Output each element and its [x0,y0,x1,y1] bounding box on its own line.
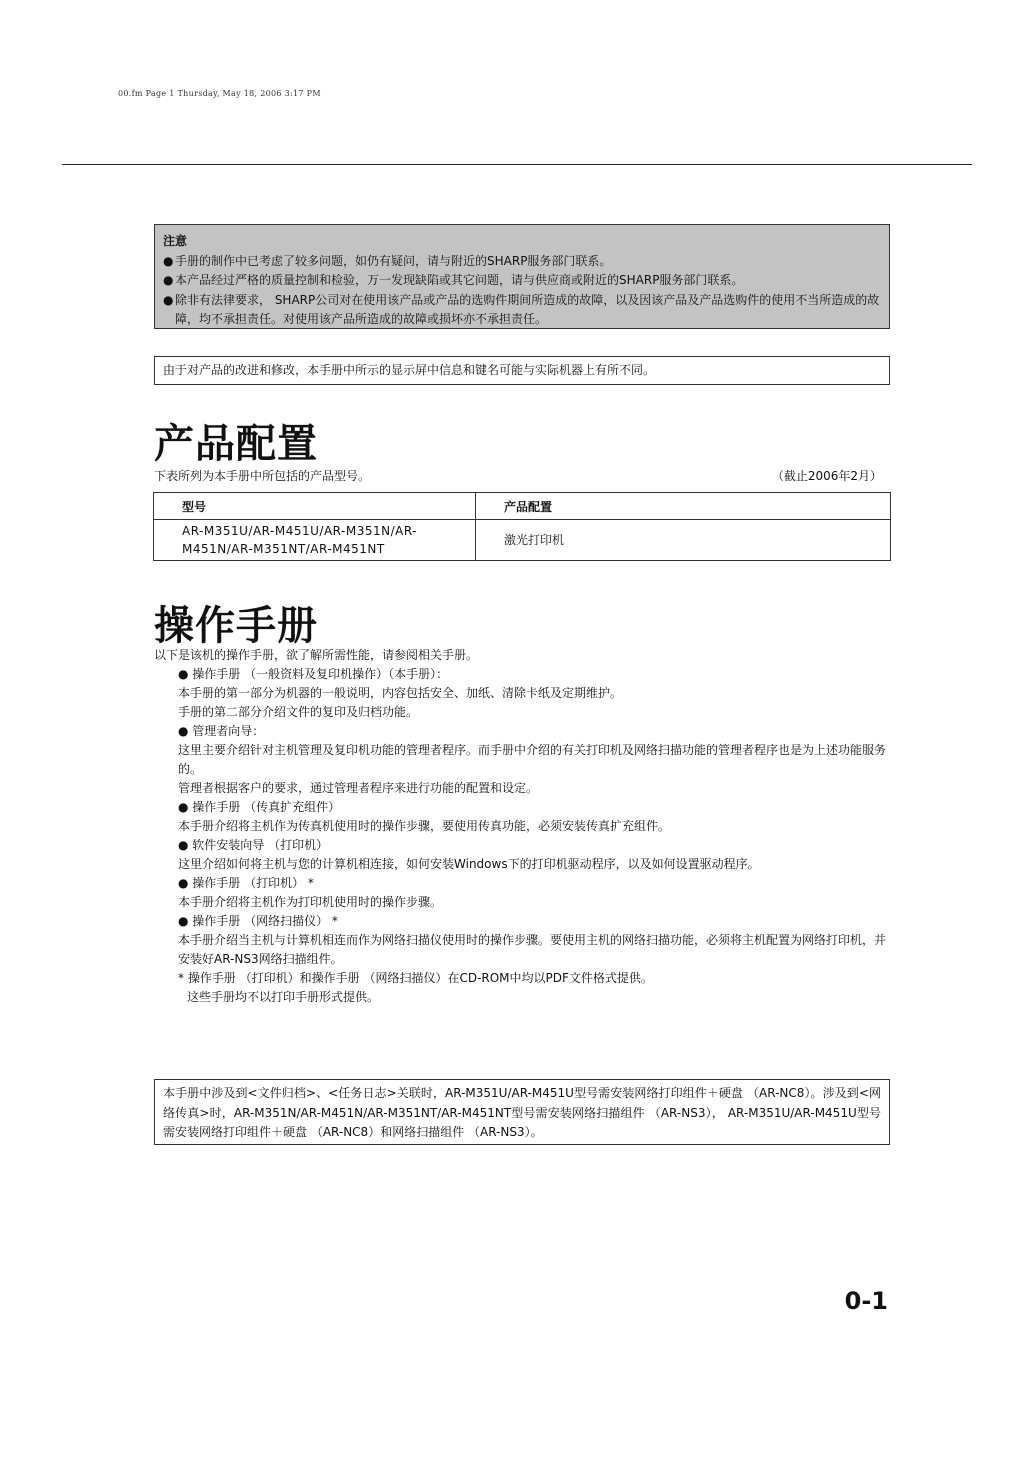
caution-title: 注意 [163,234,188,248]
product-config-table [153,492,891,561]
header-rule [62,164,972,165]
list-item: 本手册的第一部分为机器的一般说明，内容包括安全、加纸、清除卡纸及定期维护。 [178,686,623,700]
file-header-stamp: 00.fm Page 1 Thursday, May 18, 2006 3:17 PM [118,89,321,98]
manuals-intro: 以下是该机的操作手册，欲了解所需性能，请参阅相关手册。 [154,648,479,662]
bullet-icon: ● [163,292,174,307]
list-item: ● 管理者向导： [178,724,265,738]
list-item: 本手册介绍当主机与计算机相连而作为网络扫描仪使用时的操作步骤。要使用主机的网络扫描功能，必须将主机配置为网络打印机，并安装好AR-NS3网络扫描组件。 [178,933,887,966]
page-number: 0-1 [844,1287,888,1315]
caution-item-text: 手册的制作中已考虑了较多问题，如仍有疑问，请与附近的SHARP服务部门联系。 [175,253,612,268]
list-item: ● 操作手册 （打印机） * [178,876,314,890]
display-notice-box: 由于对产品的改进和修改，本手册中所示的显示屏中信息和键名可能与实际机器上有所不同。 [154,356,890,385]
bullet-icon: ● [163,273,174,287]
column-header-config: 产品配置 [476,493,891,520]
list-item: 本手册介绍将主机作为打印机使用时的操作步骤。 [178,895,443,909]
caution-item-text: 本产品经过严格的质量控制和检验，万一发现缺陷或其它问题，请与供应商或附近的SHARP服务部门联系。 [175,273,744,287]
list-item: 这里主要介绍针对主机管理及复印机功能的管理者程序。而手册中介绍的有关打印机及网络扫描功能的管理者程序也是为上述功能服务的。 [178,743,887,776]
list-item: 本手册介绍将主机作为传真机使用时的操作步骤，要使用传真功能，必须安装传真扩充组件。 [178,819,671,833]
option-requirement-note: 本手册中涉及到<文件归档>、<任务日志>关联时，AR-M351U/AR-M451U型号需安装网络打印组件＋硬盘 （AR-NC8）。涉及到<网络传真>时，AR-M351N/AR-M451N/AR-M351NT/AR-M451NT型号需安装网络扫描组件 （AR-NS3）， AR-M351U/AR-M451U型号需安装网络打印组件＋硬盘 （AR-NC8）和网络扫描组件 （AR-NS3）。 [154,1079,890,1145]
list-item: ● 操作手册 （传真扩充组件） [178,800,341,814]
list-item: ● 软件安装向导 （打印机） [178,838,329,852]
caution-item [163,252,881,272]
config-cell: 激光打印机 [476,520,891,561]
caution-item-text: 除非有法律要求， SHARP公司对在使用该产品或产品的选购件期间所造成的故障，以及因该产品及产品选购件的使用不当所造成的故障，均不承担责任。对使用该产品所造成的故障或损坏亦不承担责任。 [175,292,880,326]
column-header-model: 型号 [154,493,476,520]
list-item: 手册的第二部分介绍文件的复印及归档功能。 [178,705,419,719]
caution-item [163,291,881,330]
list-item: 管理者根据客户的要求，通过管理者程序来进行功能的配置和设定。 [178,781,539,795]
model-cell: AR-M351U/AR-M451U/AR-M351N/AR-M451N/AR-M351NT/AR-M451NT [154,520,476,561]
list-item: 这些手册均不以打印手册形式提供。 [187,990,380,1004]
bullet-icon: ● [163,253,174,268]
caution-item [163,271,881,291]
manual-list [178,665,892,1007]
list-item: ● 操作手册 （一般资料及复印机操作）（本手册）： [178,667,449,681]
list-item: 这里介绍如何将主机与您的计算机相连接，如何安装Windows下的打印机驱动程序，以及如何设置驱动程序。 [178,857,760,871]
product-config-intro: 下表所列为本手册中所包括的产品型号。 [154,469,371,483]
manuals-title: 操作手册 [154,603,318,649]
table-row [154,520,891,561]
product-config-title: 产品配置 [154,421,318,467]
table-header-row [154,493,891,520]
caution-box [154,224,890,329]
list-item: ● 操作手册 （网络扫描仪） * [178,914,338,928]
as-of-date: （截止2006年2月） [771,469,882,483]
list-item: * 操作手册 （打印机）和操作手册 （网络扫描仪）在CD-ROM中均以PDF文件格式提供。 [178,971,653,985]
